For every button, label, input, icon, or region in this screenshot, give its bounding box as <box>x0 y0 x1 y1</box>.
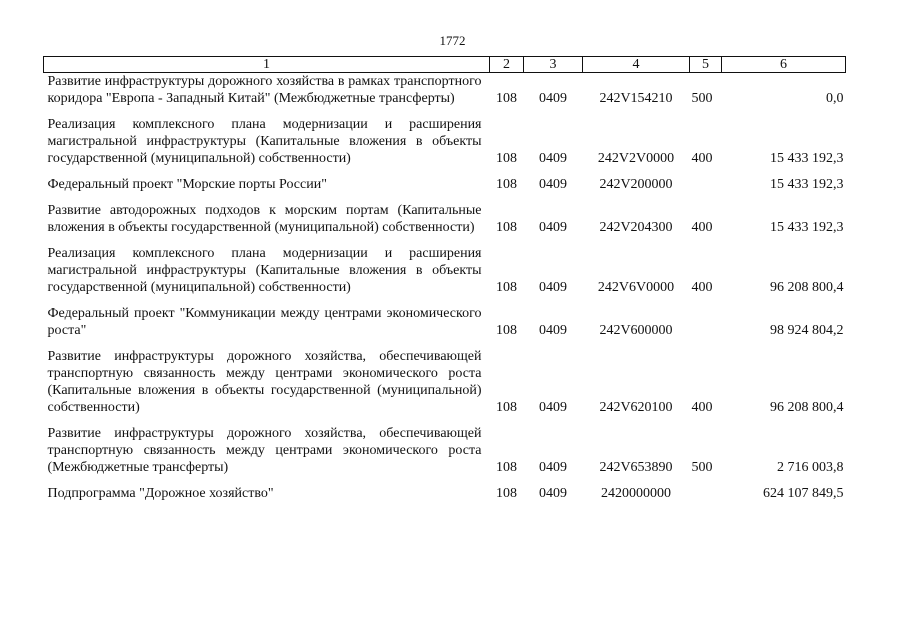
row-col-3: 0409 <box>539 400 567 415</box>
row-name: Реализация комплексного плана модернизации и расширения магистральной инфраструктуры (Капитальные вложения в объекты государственной (муниципальной) собственности) <box>47 117 482 166</box>
row-col-4: 2420000000 <box>601 486 671 501</box>
row-name: Федеральный проект "Коммуникации между центрами экономического роста" <box>47 306 482 338</box>
row-name: Развитие инфраструктуры дорожного хозяйства, обеспечивающей транспортную связанность между центрами экономического роста (Капитальные вложения в объекты государственной (муниципальной) собственности) <box>47 349 482 415</box>
row-col-5: 400 <box>691 220 713 235</box>
budget-table <box>43 56 846 511</box>
page-number: 1772 <box>439 33 466 48</box>
header-col-3: 3 <box>524 57 583 73</box>
row-col-6: 0,0 <box>826 91 844 106</box>
row-col-5 <box>690 305 722 348</box>
row-col-4: 242V2V0000 <box>597 151 675 166</box>
table-row <box>44 425 846 485</box>
row-col-5 <box>690 176 722 202</box>
row-col-3: 0409 <box>539 323 567 338</box>
row-col-4: 242V620100 <box>599 400 673 415</box>
row-col-2: 108 <box>496 460 517 475</box>
row-col-5: 400 <box>691 400 713 415</box>
table-row <box>44 245 846 305</box>
row-col-2: 108 <box>496 486 517 501</box>
row-col-3: 0409 <box>539 280 567 295</box>
header-col-6: 6 <box>722 57 846 73</box>
row-col-3: 0409 <box>539 177 567 192</box>
row-col-6: 2 716 003,8 <box>777 460 844 475</box>
row-col-2: 108 <box>496 280 517 295</box>
table-row <box>44 202 846 245</box>
row-name: Развитие инфраструктуры дорожного хозяйства в рамках транспортного коридора "Европа - Западный Китай" (Межбюджетные трансферты) <box>47 74 482 106</box>
row-col-6: 98 924 804,2 <box>770 323 844 338</box>
table-row <box>44 116 846 176</box>
row-col-2: 108 <box>496 91 517 106</box>
row-col-2: 108 <box>496 220 517 235</box>
row-col-4: 242V600000 <box>599 323 673 338</box>
row-col-4: 242V200000 <box>599 177 673 192</box>
row-col-5: 500 <box>691 91 713 106</box>
row-col-3: 0409 <box>539 220 567 235</box>
header-col-2: 2 <box>490 57 524 73</box>
row-name: Развитие автодорожных подходов к морским портам (Капитальные вложения в объекты государственной (муниципальной) собственности) <box>47 203 482 235</box>
row-col-5: 400 <box>691 280 713 295</box>
row-col-2: 108 <box>496 177 517 192</box>
header-col-5: 5 <box>690 57 722 73</box>
header-col-1: 1 <box>44 57 490 73</box>
row-col-4: 242V6V0000 <box>597 280 675 295</box>
row-name: Развитие инфраструктуры дорожного хозяйства, обеспечивающей транспортную связанность между центрами экономического роста (Межбюджетные трансферты) <box>47 426 482 475</box>
row-col-4: 242V653890 <box>599 460 673 475</box>
table-row <box>44 73 846 117</box>
row-col-2: 108 <box>496 151 517 166</box>
row-name: Подпрограмма "Дорожное хозяйство" <box>47 486 274 501</box>
row-name: Реализация комплексного плана модернизации и расширения магистральной инфраструктуры (Капитальные вложения в объекты государственной (муниципальной) собственности) <box>47 246 482 295</box>
row-col-6: 15 433 192,3 <box>770 151 844 166</box>
row-col-2: 108 <box>496 323 517 338</box>
row-col-6: 15 433 192,3 <box>770 177 844 192</box>
row-col-3: 0409 <box>539 486 567 501</box>
row-col-3: 0409 <box>539 460 567 475</box>
table-row <box>44 176 846 202</box>
row-col-3: 0409 <box>539 91 567 106</box>
row-col-2: 108 <box>496 400 517 415</box>
row-col-5: 400 <box>691 151 713 166</box>
row-col-5 <box>690 485 722 511</box>
row-col-4: 242V154210 <box>599 91 673 106</box>
table-row <box>44 305 846 348</box>
table-row <box>44 485 846 511</box>
row-col-6: 624 107 849,5 <box>763 486 844 501</box>
row-col-5: 500 <box>691 460 713 475</box>
row-col-4: 242V204300 <box>599 220 673 235</box>
row-name: Федеральный проект "Морские порты России" <box>47 177 327 192</box>
header-row <box>44 57 846 73</box>
row-col-6: 96 208 800,4 <box>770 400 844 415</box>
table-row <box>44 348 846 425</box>
row-col-3: 0409 <box>539 151 567 166</box>
row-col-6: 15 433 192,3 <box>770 220 844 235</box>
row-col-6: 96 208 800,4 <box>770 280 844 295</box>
header-col-4: 4 <box>583 57 690 73</box>
